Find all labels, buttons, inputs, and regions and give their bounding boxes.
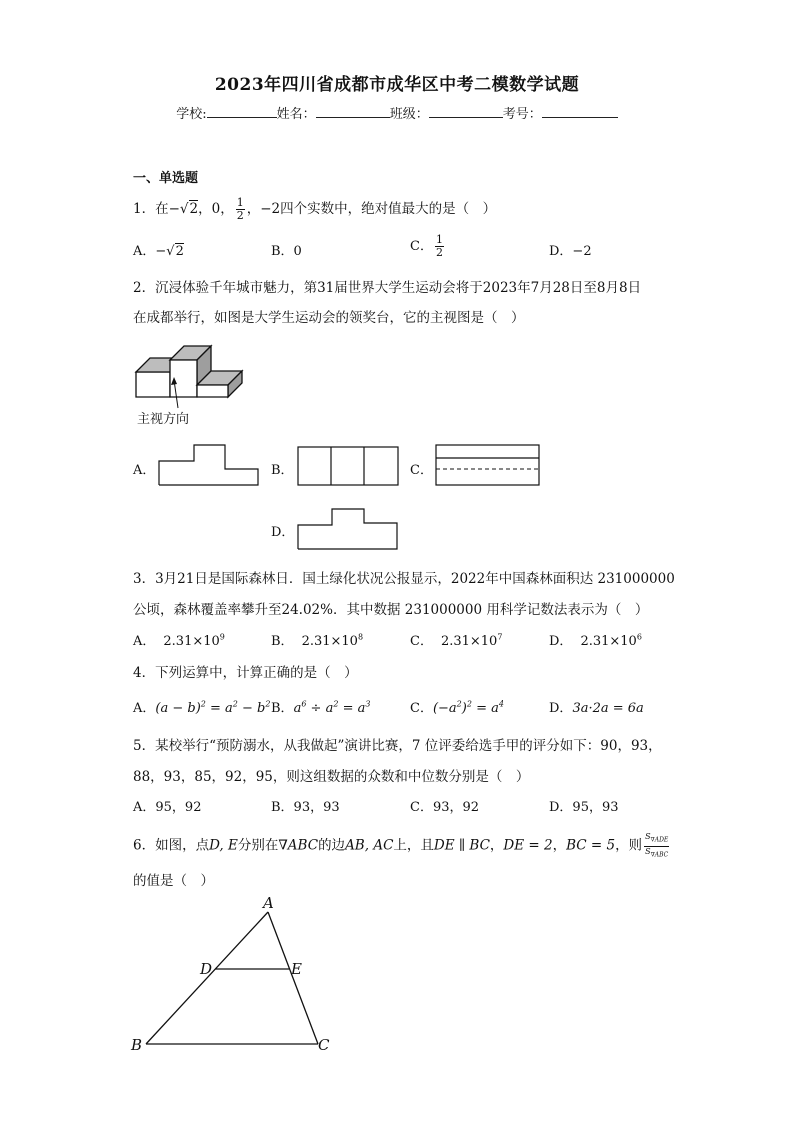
- side-ab: [146, 912, 268, 1044]
- name-blank[interactable]: [316, 105, 390, 118]
- q2-option-b-figure[interactable]: [296, 445, 400, 487]
- q1-text-a: 1．在: [133, 201, 169, 217]
- q6-line-1: [133, 832, 671, 860]
- exam-no-blank[interactable]: [542, 105, 618, 118]
- q4-stem: 4．下列运算中，计算正确的是（ ）: [133, 665, 358, 681]
- q6-text-1: 6．如图，点: [133, 837, 210, 854]
- q6-points-de: D, E: [209, 837, 238, 854]
- q4-option-c-label: C．: [410, 701, 433, 716]
- page-title: 2023年四川省成都市成华区中考二模数学试题: [214, 75, 580, 95]
- q2-option-b-label[interactable]: B．: [271, 463, 294, 478]
- q3-option-a-base: 2.31×10: [163, 634, 220, 649]
- q6-text-11: ，: [552, 837, 567, 854]
- point-d-label: D: [200, 960, 213, 978]
- exam-no-label: 考号：: [502, 107, 542, 122]
- q4-option-d-expr: 3a·2a = 6a: [572, 701, 644, 716]
- q1-option-c-den: 2: [435, 246, 443, 259]
- q1-text-b: ，0，: [198, 201, 234, 217]
- q4-option-b[interactable]: [271, 697, 370, 716]
- q3-option-b-label: B．: [271, 634, 294, 649]
- q5-option-b[interactable]: B．93，93: [271, 800, 340, 815]
- q1-option-a-label: A．−: [133, 244, 167, 259]
- q1-minus: −: [168, 201, 180, 217]
- vertex-b-label: B: [131, 1036, 143, 1054]
- q6-bc-length: BC = 5: [566, 837, 616, 854]
- q2-option-d-figure[interactable]: [296, 507, 400, 551]
- side-ac: [268, 912, 318, 1044]
- q1-option-a-radicand: 2: [175, 244, 184, 259]
- q4-option-c[interactable]: [410, 697, 504, 716]
- q1-frac-den: 2: [236, 209, 244, 222]
- section-heading: 一、单选题: [133, 171, 199, 186]
- q3-option-a-exp: 9: [219, 632, 225, 642]
- q5-line-1: 5．某校举行“预防溺水，从我做起”演讲比赛，7 位评委给选手甲的评分如下：90，93，: [133, 738, 662, 754]
- q5-option-a[interactable]: A．95，92: [133, 800, 202, 815]
- q6-parallel: DE ∥ BC: [433, 837, 490, 854]
- q1-radicand: 2: [189, 201, 199, 217]
- q6-sides: AB, AC: [345, 837, 394, 854]
- q1-text-c: ，−2四个实数中，绝对值最大的是（ ）: [246, 201, 497, 217]
- q1-frac-num: 1: [236, 196, 244, 209]
- name-label: 姓名：: [276, 107, 316, 122]
- q1-option-c-label: C．: [410, 239, 433, 254]
- q3-option-b-base: 2.31×10: [301, 634, 358, 649]
- q3-option-c-base: 2.31×10: [440, 634, 498, 649]
- q3-option-c-label: C．: [410, 634, 433, 649]
- q2-option-d-label[interactable]: D．: [271, 525, 295, 540]
- student-info-line: [0, 103, 794, 122]
- q4-option-c-expr: $(-a^2)^2 = a^4$: [432, 699, 504, 716]
- q2-line-1: 2．沉浸体验千年城市魅力，第31届世界大学生运动会将于2023年7月28日至8月8日: [133, 280, 642, 296]
- q3-line-1: 3．3月21日是国际森林日．国土绿化状况公报显示，2022年中国森林面积达 231000000: [133, 571, 675, 587]
- q1-fraction: [236, 197, 245, 222]
- q4-option-d-label: D．: [549, 701, 573, 716]
- q1-option-d[interactable]: D．−2: [549, 244, 592, 259]
- q6-text-3: 分别在: [237, 837, 279, 854]
- q2-line-2: 在成都举行，如图是大学生运动会的领奖台，它的主视图是（ ）: [133, 310, 525, 326]
- q4-option-d[interactable]: [549, 697, 644, 716]
- q2-option-c-label[interactable]: C．: [410, 463, 433, 478]
- q1-option-a[interactable]: A．−√2: [133, 244, 184, 259]
- q6-text-9: ，: [489, 837, 504, 854]
- q3-option-a-label: A．: [133, 634, 156, 649]
- q6-text-7: 上，且: [393, 837, 434, 854]
- point-e-label: E: [291, 960, 302, 978]
- q3-option-a[interactable]: [133, 630, 225, 649]
- q4-option-a-expr: $(a - b)^2 = a^2 - b^2$: [155, 699, 271, 716]
- vertex-a-label: A: [263, 894, 274, 912]
- q6-de-length: DE = 2: [503, 837, 553, 854]
- q3-option-d-base: 2.31×10: [580, 634, 637, 649]
- q6-line-2: 的值是（ ）: [133, 873, 214, 889]
- q4-option-b-label: B．: [271, 701, 294, 716]
- class-blank[interactable]: [429, 105, 503, 118]
- triangle-figure: [128, 894, 338, 1059]
- q4-option-a[interactable]: [133, 697, 270, 716]
- class-label: 班级：: [389, 107, 429, 122]
- q3-option-b-exp: 8: [357, 632, 364, 642]
- school-label: 学校:: [176, 107, 207, 122]
- q3-option-b[interactable]: [271, 630, 363, 649]
- q1-option-b[interactable]: B．0: [271, 244, 302, 259]
- view-direction-label: 主视方向: [137, 412, 190, 427]
- q1-option-c[interactable]: [410, 234, 446, 259]
- q6-area-ratio: $\frac{S_{\nabla ADE}}{S_{\nabla ABC}}$: [645, 832, 669, 859]
- q6-text-5: 的边: [318, 837, 346, 854]
- q1-option-c-num: 1: [435, 233, 443, 246]
- q4-option-b-expr: $a^6 \div a^2 = a^3$: [293, 699, 371, 716]
- question-1-stem: 1．在−√2，0， $\frac{1}{2}$ ，−2四个实数中，绝对值最大的是（ ）: [133, 196, 497, 222]
- q2-option-a-label[interactable]: A．: [133, 463, 156, 478]
- q3-option-c-exp: 7: [497, 632, 503, 642]
- q5-option-c[interactable]: C．93，92: [410, 800, 480, 815]
- q1-option-c-fraction: [435, 234, 444, 259]
- vertex-c-label: C: [318, 1036, 330, 1054]
- q4-option-a-label: A．: [133, 701, 156, 716]
- q3-option-d-label: D．: [549, 634, 573, 649]
- q2-option-a-figure[interactable]: [157, 443, 261, 487]
- q2-option-c-figure[interactable]: [434, 443, 542, 487]
- q3-option-d-exp: 6: [636, 632, 642, 642]
- school-blank[interactable]: [207, 105, 277, 118]
- q6-triangle-abc: ∇ABC: [278, 837, 319, 854]
- q6-text-13: ，则: [615, 837, 643, 854]
- q3-option-c[interactable]: [410, 630, 502, 649]
- q3-line-2: 公顷，森林覆盖率攀升至24.02%．其中数据 231000000 用科学记数法表示为（ ）: [133, 602, 649, 618]
- q5-option-d[interactable]: D．95，93: [549, 800, 619, 815]
- q3-option-d[interactable]: [549, 630, 642, 649]
- q5-line-2: 88，93，85，92，95，则这组数据的众数和中位数分别是（ ）: [133, 769, 530, 785]
